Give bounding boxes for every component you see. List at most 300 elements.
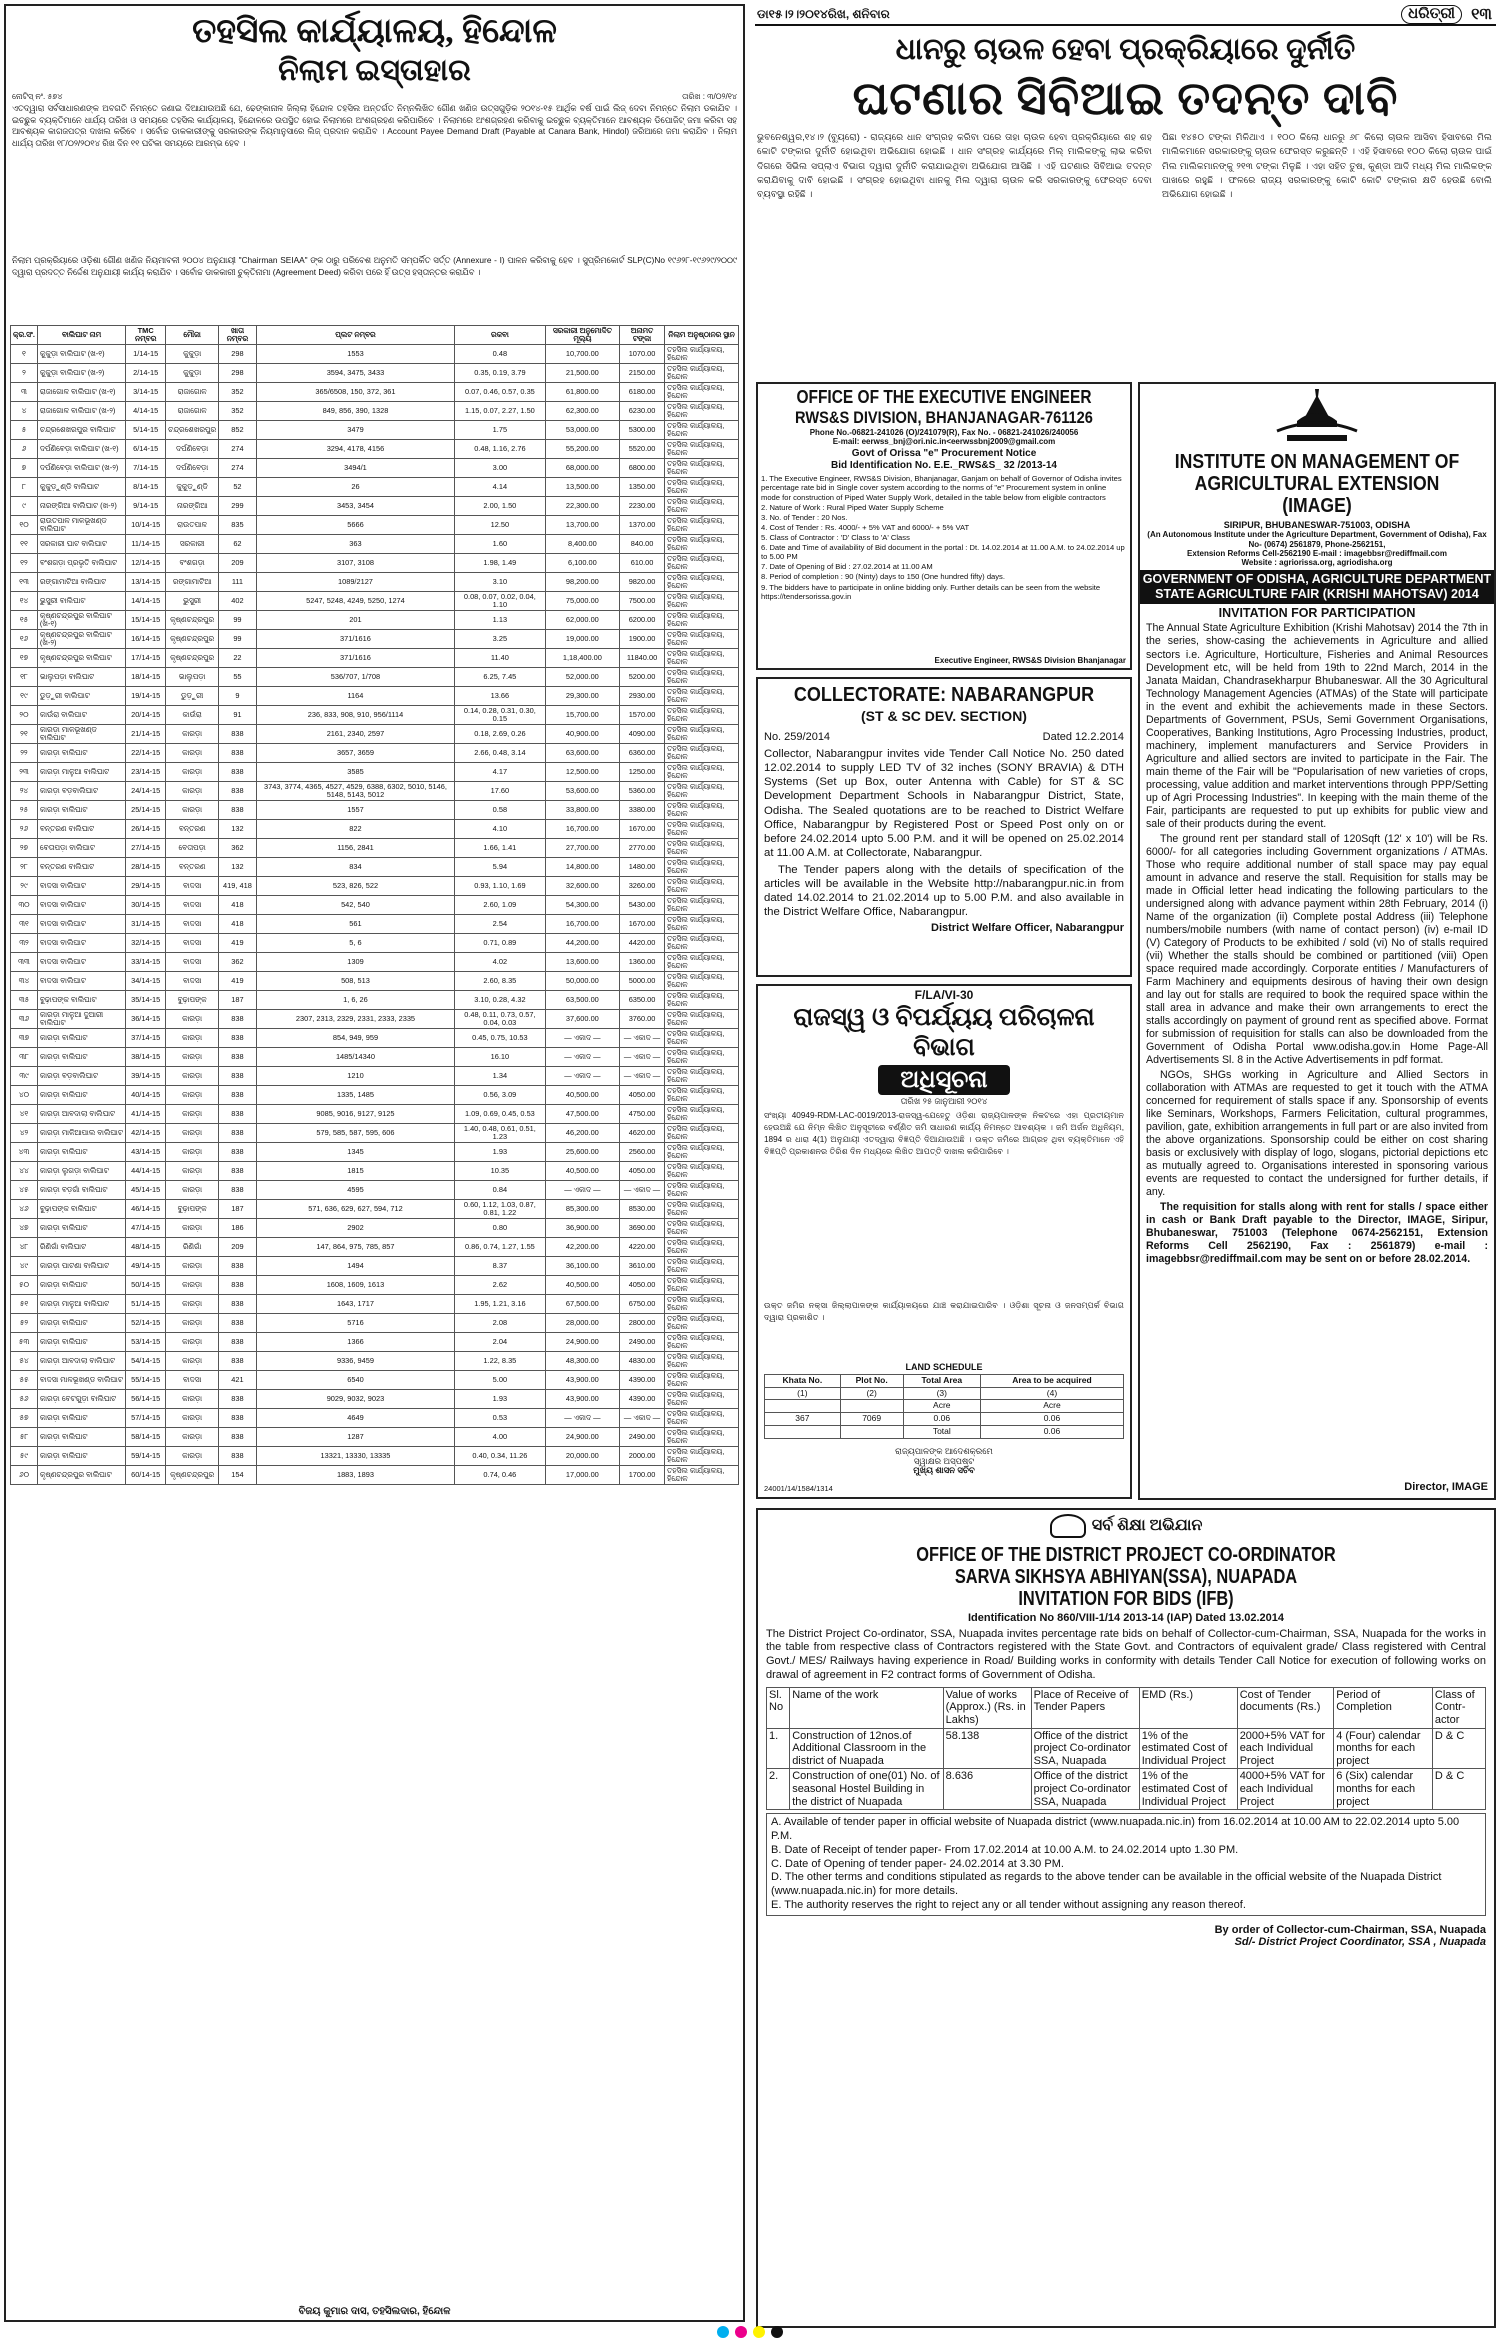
rws-item: 7. Date of Opening of Bid : 27.02.2014 at 11.00 AM (761, 562, 933, 572)
table-cell: କାରଡ଼ା (166, 1010, 219, 1029)
table-cell: 362 (219, 839, 257, 858)
table-cell: କାରଡ଼ା (166, 1409, 219, 1428)
table-cell: କାରଡ଼ା ବଡ଼ଗାଁ ବାଲିଘାଟ (37, 1181, 125, 1200)
table-cell: 47/14-15 (126, 1219, 166, 1238)
table-cell: ତହସିଲ କାର୍ଯ୍ୟାଳୟ, ହିନ୍ଦୋଳ (665, 972, 739, 991)
table-cell: 838 (219, 1086, 257, 1105)
table-cell: ରାଜାଗୋଳ (166, 402, 219, 421)
table-row (11, 725, 739, 744)
table-cell: 55 (219, 668, 257, 687)
revenue-sign-3: ମୁଖ୍ୟ ଶାସନ ସଚିବ (913, 1465, 975, 1476)
image-address: SIRIPUR, BHUBANESWAR-751003, ODISHA (1223, 520, 1411, 530)
table-cell: ତହସିଲ କାର୍ଯ୍ୟାଳୟ, ହିନ୍ଦୋଳ (665, 915, 739, 934)
table-cell: ୧୨ (11, 554, 38, 573)
table-cell: 29,300.00 (545, 687, 619, 706)
ssa-header-cell: EMD (Rs.) (1139, 1687, 1237, 1728)
land-schedule-cell: 7069 (840, 1413, 903, 1426)
table-cell: ୪୭ (11, 1219, 38, 1238)
table-cell: କାରଡ଼ା (166, 725, 219, 744)
ssa-table-row (767, 1769, 1486, 1810)
table-cell: କାରଡ଼ା ବାଲିଘାଟ (37, 1029, 125, 1048)
table-cell: 9029, 9032, 9023 (256, 1390, 454, 1409)
table-cell: ତହସିଲ କାର୍ଯ୍ୟାଳୟ, ହିନ୍ଦୋଳ (665, 1352, 739, 1371)
sand-ghat-table (10, 325, 739, 1485)
table-cell: 209 (219, 554, 257, 573)
table-cell: ୪୯ (11, 1257, 38, 1276)
table-cell: 4.00 (455, 1428, 546, 1447)
table-cell: ୩୮ (11, 1048, 38, 1067)
table-cell: 1156, 2841 (256, 839, 454, 858)
land-schedule-header-cell: Total Area (903, 1374, 980, 1387)
table-cell: ତହସିଲ କାର୍ଯ୍ୟାଳୟ, ହିନ୍ଦୋଳ (665, 1029, 739, 1048)
table-cell: ୨ (11, 364, 38, 383)
table-cell: 1.95, 1.21, 3.16 (455, 1295, 546, 1314)
table-cell: ବୁଢ଼ାପଙ୍କ (166, 1200, 219, 1219)
table-cell: କାରଡ଼ା (166, 1333, 219, 1352)
table-cell: ତହସିଲ କାର୍ଯ୍ୟାଳୟ, ହିନ୍ଦୋଳ (665, 573, 739, 592)
table-cell: 4390.00 (620, 1390, 665, 1409)
table-cell: ୭ (11, 459, 38, 478)
table-cell: 28/14-15 (126, 858, 166, 877)
ssa-table-cell: 2000+5% VAT for each Individual Project (1237, 1728, 1334, 1769)
ssa-notes (766, 1813, 1486, 1915)
table-cell: ତହସିଲ କାର୍ଯ୍ୟାଳୟ, ହିନ୍ଦୋଳ (665, 364, 739, 383)
table-cell: 20,000.00 (545, 1447, 619, 1466)
land-schedule-cell (765, 1425, 841, 1438)
reg-dot-black (771, 2326, 783, 2338)
ssa-table-cell: Construction of one(01) No. of seasonal Hostel Building in the district of Nuapada (790, 1769, 943, 1810)
table-cell: 0.80 (455, 1219, 546, 1238)
table-cell: 34/14-15 (126, 972, 166, 991)
table-row (11, 1029, 739, 1048)
table-cell: କୁକୁଡ଼ା ବାଲିଘାଟ (ଖ-୨) (37, 364, 125, 383)
table-cell: କାଉଁରା ବାଲିଘାଟ (37, 706, 125, 725)
table-cell: 16,700.00 (545, 915, 619, 934)
table-cell: 3479 (256, 421, 454, 440)
table-cell: 2.66, 0.48, 3.14 (455, 744, 546, 763)
table-cell: କାରଡ଼ା (166, 744, 219, 763)
table-cell: କାରଡ଼ା ଆବଦାଲା ବାଲିଘାଟ (37, 1352, 125, 1371)
table-cell: ୨୧ (11, 725, 38, 744)
table-cell: 9336, 9459 (256, 1352, 454, 1371)
table-cell: 43/14-15 (126, 1143, 166, 1162)
table-row (11, 478, 739, 497)
table-cell: 365/6508, 150, 372, 361 (256, 383, 454, 402)
table-cell: 0.93, 1.10, 1.69 (455, 877, 546, 896)
table-cell: 3260.00 (620, 877, 665, 896)
table-cell: ତହସିଲ କାର୍ଯ୍ୟାଳୟ, ହିନ୍ଦୋଳ (665, 1238, 739, 1257)
table-cell: — ଏକାଦ — (545, 1029, 619, 1048)
rws-items (761, 474, 1127, 600)
table-cell: କାରଡ଼ା ବଡ଼ବାଲିଘାଟ (37, 782, 125, 801)
table-cell: 838 (219, 1447, 257, 1466)
table-cell: କାରଡ଼ା (166, 1257, 219, 1276)
table-cell: 1608, 1609, 1613 (256, 1276, 454, 1295)
table-cell: କାରଡ଼ା ବାଲିଘାଟ (37, 1086, 125, 1105)
land-schedule-row (765, 1413, 1124, 1426)
land-schedule-header (765, 1374, 1124, 1387)
table-cell: 67,500.00 (545, 1295, 619, 1314)
table-cell: 1.13 (455, 611, 546, 630)
table-cell: 45/14-15 (126, 1181, 166, 1200)
table-cell: 56/14-15 (126, 1390, 166, 1409)
table-cell: 0.18, 2.69, 0.26 (455, 725, 546, 744)
table-cell: 6540 (256, 1371, 454, 1390)
reg-dot-yellow (753, 2326, 765, 2338)
table-cell: ୩୪ (11, 972, 38, 991)
table-cell: କାରଡ଼ା (166, 763, 219, 782)
revenue-body-2: ଉକ୍ତ ଜମିର ନକ୍ସା ଜିଲ୍ଲାପାଳଙ୍କ କାର୍ଯ୍ୟାଳୟରେ ଯାଞ୍ଚ କରାଯାଇପାରିବ । ଓଡ଼ିଶା ସୂଚନା ଓ ଜନସମ୍ପର୍କ ବିଭାଗ ଦ୍ୱାରା ପ୍ରକାଶିତ । (764, 1300, 1124, 1322)
table-cell: 10.35 (455, 1162, 546, 1181)
table-cell: 2800.00 (620, 1314, 665, 1333)
rws-item: 4. Cost of Tender : Rs. 4000/- + 5% VAT and 6000/- + 5% VAT (761, 522, 970, 532)
table-cell: — ଏକାଦ — (620, 1181, 665, 1200)
table-cell: 1370.00 (620, 516, 665, 535)
table-row (11, 1105, 739, 1124)
table-row (11, 1181, 739, 1200)
table-cell: 99 (219, 611, 257, 630)
table-cell: 838 (219, 1333, 257, 1352)
table-cell: ବାଦସା (166, 934, 219, 953)
table-cell: 25,600.00 (545, 1143, 619, 1162)
table-cell: ୪୫ (11, 1181, 38, 1200)
table-cell: କାରଡ଼ା ମାଳୁଆ ବାଲିଘାଟ (37, 763, 125, 782)
table-cell: 838 (219, 1409, 257, 1428)
table-cell: 32,600.00 (545, 877, 619, 896)
table-cell: 55/14-15 (126, 1371, 166, 1390)
rws-item: 6. Date and Time of availability of Bid document in the portal : Dt. 14.02.2014 at 11.00 A.M. to 24.02.2014 up to 5.00 PM (761, 543, 1125, 562)
table-cell: ଭାଲୁପଡ଼ା (166, 668, 219, 687)
table-cell: ତହସିଲ କାର୍ଯ୍ୟାଳୟ, ହିନ୍ଦୋଳ (665, 725, 739, 744)
table-cell: ତହସିଲ କାର୍ଯ୍ୟାଳୟ, ହିନ୍ଦୋଳ (665, 1371, 739, 1390)
image-fair: STATE AGRICULTURE FAIR (KRISHI MAHOTSAV) 2014 (1155, 587, 1479, 602)
table-cell: 838 (219, 1105, 257, 1124)
table-cell: 371/1616 (256, 630, 454, 649)
table-cell: 14/14-15 (126, 592, 166, 611)
ssa-table-cell: Office of the district project Co-ordinator SSA, Nuapada (1031, 1728, 1139, 1769)
table-cell: 20/14-15 (126, 706, 166, 725)
table-cell: 3494/1 (256, 459, 454, 478)
table-cell: ସରକାରୀ ଘାଟ ବାଲିଘାଟ (37, 535, 125, 554)
table-cell: 0.58 (455, 801, 546, 820)
table-cell: — ଏକାଦ — (620, 1409, 665, 1428)
table-cell: 4050.00 (620, 1276, 665, 1295)
table-cell: 13.66 (455, 687, 546, 706)
table-cell: ଚନ୍ଦ୍ରଶେଖରପୁର ବାଲିଘାଟ (37, 421, 125, 440)
table-cell: 50/14-15 (126, 1276, 166, 1295)
table-cell: 22/14-15 (126, 744, 166, 763)
table-cell: 274 (219, 440, 257, 459)
table-cell: ୩୯ (11, 1067, 38, 1086)
table-cell: ତହସିଲ କାର୍ଯ୍ୟାଳୟ, ହିନ୍ଦୋଳ (665, 402, 739, 421)
notice-meta (6, 90, 743, 103)
table-cell: କାରଡ଼ା ମାଳିଆପାଲ ବାଲିଘାଟ (37, 1124, 125, 1143)
table-row (11, 744, 739, 763)
table-cell: କାରଡ଼ା ବାଲିଘାଟ (37, 1333, 125, 1352)
table-cell: ତହସିଲ କାର୍ଯ୍ୟାଳୟ, ହିନ୍ଦୋଳ (665, 934, 739, 953)
table-cell: 40,900.00 (545, 725, 619, 744)
table-cell: ତହସିଲ କାର୍ଯ୍ୟାଳୟ, ହିନ୍ଦୋଳ (665, 630, 739, 649)
table-cell: ୬୦ (11, 1466, 38, 1485)
table-cell: ତହସିଲ କାର୍ଯ୍ୟାଳୟ, ହିନ୍ଦୋଳ (665, 592, 739, 611)
table-cell: ରାଜାଗୋଳ ବାଲିଘାଟ (ଖ-୨) (37, 402, 125, 421)
table-cell: କୃଷ୍ଣଚନ୍ଦ୍ରପୁର (166, 611, 219, 630)
land-schedule-cell: 0.06 (980, 1425, 1123, 1438)
land-schedule-number-cell: (2) (840, 1387, 903, 1400)
table-cell: 53,000.00 (545, 421, 619, 440)
table-cell: ୫୩ (11, 1333, 38, 1352)
revenue-notification (756, 984, 1132, 1499)
table-cell: 98,200.00 (545, 573, 619, 592)
table-cell: 22,300.00 (545, 497, 619, 516)
land-schedule-cell: Total (903, 1425, 980, 1438)
image-signature: Director, IMAGE (1404, 1481, 1488, 1494)
rws-item: 2. Nature of Work : Rural Piped Water Supply Scheme (761, 502, 944, 512)
table-cell: କାରଡ଼ା (166, 1105, 219, 1124)
table-cell: 1250.00 (620, 763, 665, 782)
table-cell: 2230.00 (620, 497, 665, 516)
table-cell: 21/14-15 (126, 725, 166, 744)
ssa-header-cell: Cost of Tender documents (Rs.) (1237, 1687, 1334, 1728)
table-cell: ୧୩ (11, 573, 38, 592)
column-header: ନିଲାମ ଅନୁଷ୍ଠାନର ସ୍ଥାନ (665, 326, 739, 345)
table-cell: 33/14-15 (126, 953, 166, 972)
table-row (11, 1466, 739, 1485)
table-cell: 838 (219, 1314, 257, 1333)
table-cell: 838 (219, 744, 257, 763)
table-cell: ବାଦସା ବାଲିଘାଟ (37, 896, 125, 915)
table-cell: 10/14-15 (126, 516, 166, 535)
table-cell: 1815 (256, 1162, 454, 1181)
table-cell: 3743, 3774, 4365, 4527, 4529, 6388, 6302, 5010, 5146, 5148, 5143, 5012 (256, 782, 454, 801)
image-extension: Extension Reforms Cell-2562190 E-mail : imagebbsr@rediffmail.com (1187, 548, 1447, 558)
table-cell: ତହସିଲ କାର୍ଯ୍ୟାଳୟ, ହିନ୍ଦୋଳ (665, 1143, 739, 1162)
table-row (11, 1257, 739, 1276)
column-header: ଅନାମତ ଟଙ୍କା (620, 326, 665, 345)
table-cell: ଡୁଡ଼ୁରୀ ବାଲିଘାଟ (37, 687, 125, 706)
table-cell: ବାଦସା (166, 972, 219, 991)
table-cell: ତହସିଲ କାର୍ଯ୍ୟାଳୟ, ହିନ୍ଦୋଳ (665, 1428, 739, 1447)
table-cell: ରାଉତପାଳ ମାଳଭୂଖଣ୍ଡ ବାଲିଘାଟ (37, 516, 125, 535)
table-cell: କାରଡ଼ା (166, 1390, 219, 1409)
ssa-header-cell: Name of the work (790, 1687, 943, 1728)
table-cell: 0.14, 0.28, 0.31, 0.30, 0.15 (455, 706, 546, 725)
rws-bid-id: Bid Identification No. E.E._RWS&S_ 32 /2013-14 (831, 459, 1057, 471)
table-cell: 19/14-15 (126, 687, 166, 706)
table-cell: 838 (219, 801, 257, 820)
revenue-body: ସଂଖ୍ୟା 40949-RDM-LAC-0019/2013-ରାଜସ୍ୱ-ଯେହେତୁ ଓଡ଼ିଶା ରାଜ୍ୟପାଳଙ୍କ ନିକଟରେ ଏହା ପ୍ରତୀୟମାନ ହେଉଅଛି ଯେ ନିମ୍ନ ଲିଖିତ ଅନୁସୂଚୀରେ ବର୍ଣ୍ଣିତ ଜମି ସାଧାରଣ କାର୍ଯ୍ୟ ନିମନ୍ତେ ଆବଶ୍ୟକ । ଜମି ଅର୍ଜନ ଅଧିନିୟମ, 1894 ର ଧାରା 4(1) ଅନୁଯାୟୀ ଏତଦ୍ୱାରା ବିଜ୍ଞପ୍ତି ଦିଆଯାଉଅଛି । ଉକ୍ତ ଜମିରେ ଆଗ୍ରହ ଥିବା ବ୍ୟକ୍ତିମାନେ ଏହି ବିଜ୍ଞପ୍ତି ପ୍ରକାଶନର ତିରିଶ ଦିନ ମଧ୍ୟରେ ଲିଖିତ ଆପତ୍ତି ଦାଖଲ କରିପାରିବେ । (764, 1110, 1124, 1157)
table-cell: କାରଡ଼ା ବେଟଗୁଡ଼ା ବାଲିଘାଟ (37, 1390, 125, 1409)
table-cell: କୃଷ୍ଣଚନ୍ଦ୍ରପୁର ବାଲିଘାଟ (37, 649, 125, 668)
table-cell: କୁକୁଡ଼ା (166, 345, 219, 364)
land-schedule-unit-cell (765, 1400, 841, 1413)
table-cell: ଦର୍ପଣିବେଡ଼ା (166, 459, 219, 478)
table-row (11, 687, 739, 706)
table-cell: 3594, 3475, 3433 (256, 364, 454, 383)
table-cell: ବେତାପଡ଼ା (166, 839, 219, 858)
table-cell: 2490.00 (620, 1428, 665, 1447)
table-cell: 298 (219, 345, 257, 364)
table-cell: 352 (219, 402, 257, 421)
ssa-table-row (767, 1728, 1486, 1769)
table-cell: କାରଡ଼ା ବାଲିଘାଟ (37, 801, 125, 820)
ssa-table-cell: 1% of the estimated Cost of Individual Project (1139, 1728, 1237, 1769)
table-cell: 0.48, 0.11, 0.73, 0.57, 0.04, 0.03 (455, 1010, 546, 1029)
table-cell: 1.60 (455, 535, 546, 554)
table-cell: କାରଡ଼ା ବାଲିଘାଟ (37, 1276, 125, 1295)
collectorate-signature: District Welfare Officer, Nabarangpur (931, 921, 1124, 934)
table-cell: 3657, 3659 (256, 744, 454, 763)
table-cell: କାରଡ଼ା ବାଲିଘାଟ (37, 1143, 125, 1162)
table-cell: 4.17 (455, 763, 546, 782)
rws-email: E-mail: eerwss_bnj@ori.nic.in<eerwssbnj2009@gmail.com (832, 437, 1056, 447)
land-schedule-numbers (765, 1387, 1124, 1400)
ssa-table-cell: D & C (1432, 1769, 1485, 1810)
table-row (11, 858, 739, 877)
table-cell: 834 (256, 858, 454, 877)
rws-item: 8. Period of completion : 90 (Ninty) days to 150 (One hundred fifty) days. (761, 572, 1005, 582)
revenue-code: F/LA/VI-30 (914, 988, 974, 1002)
table-cell: ୩୭ (11, 1029, 38, 1048)
table-cell: 1/14-15 (126, 345, 166, 364)
table-cell: 42,200.00 (545, 1238, 619, 1257)
table-cell: କାରଡ଼ା (166, 1219, 219, 1238)
table-cell: ବୁଢ଼ାପଙ୍କ ବାଲିଘାଟ (37, 1200, 125, 1219)
table-cell: ୫୯ (11, 1447, 38, 1466)
table-cell: ୩୧ (11, 915, 38, 934)
table-cell: 0.74, 0.46 (455, 1466, 546, 1485)
table-cell: ରାଜାଗୋଳ ବାଲିଘାଟ (ଖ-୧) (37, 383, 125, 402)
table-cell: 5200.00 (620, 668, 665, 687)
table-row (11, 877, 739, 896)
table-row (11, 1314, 739, 1333)
table-cell: 419 (219, 934, 257, 953)
table-row (11, 402, 739, 421)
table-cell: 854, 949, 959 (256, 1029, 454, 1048)
table-row (11, 1409, 739, 1428)
table-cell: 838 (219, 1162, 257, 1181)
table-cell: 0.56, 3.09 (455, 1086, 546, 1105)
table-cell: 1.93 (455, 1143, 546, 1162)
column-header: କ୍ର.ସଂ. (11, 326, 38, 345)
table-cell: 2.60, 8.35 (455, 972, 546, 991)
table-cell: କାରଡ଼ା (166, 1428, 219, 1447)
table-cell: ବାଦସା ବାଲିଘାଟ (37, 972, 125, 991)
table-cell: 46,200.00 (545, 1124, 619, 1143)
table-cell: 37/14-15 (126, 1029, 166, 1048)
table-cell: 1345 (256, 1143, 454, 1162)
image-para-1: The Annual State Agriculture Exhibition (Krishi Mahotsav) 2014 the 7th in the series, show-casing the achievements in Agriculture and allied sectors i.e. Agriculture, Horticulture, Fisheries and Animal Resources Development etc, will be held from 19th to 22nd March, 2014 in the Janata Maidan, Chandrasekharpur Bhubaneswar. All the 30 Agricultural Technology Management Agencies (ATMAs) of the State will participate in the event and exhibit the achievements made in these Sectors. Departments of Government, PSUs, Semi Government Organisations, Cooperatives, Banking Institutions, Agro Processing Industries, product, machinery, implement manufacturers and Service Providers in Agriculture and allied sectors are invited to participate in the Fair. The main theme of the Fair will be "Popularisation of new varieties of crops, processing, value addition and market interventions through PPP/Setting up of Agri Processing Industries". In keeping with the main theme of the Fair, participants are requested to put up exhibits for public view and sale of their products during the event. (1146, 622, 1488, 830)
notice-body: ଏତଦ୍ୱାରା ସର୍ବସାଧାରଣଙ୍କ ଅବଗତି ନିମନ୍ତେ ଜଣାଇ ଦିଆଯାଉଅଛି ଯେ, ଢେଙ୍କାନାଳ ଜିଲ୍ଲା ହିନ୍ଦୋଳ ତହସିଲ ଅନ୍ତର୍ଗତ ନିମ୍ନଲିଖିତ ଗୌଣ ଖଣିଜ ଉତ୍ସଗୁଡ଼ିକ ୨୦୧୪-୧୫ ଆର୍ଥିକ ବର୍ଷ ପାଇଁ ଲିଜ୍ ଦେବା ନିମନ୍ତେ ନିଲାମ ଡକାଯିବ । ଇଚ୍ଛୁକ ବ୍ୟକ୍ତିମାନେ ଧାର୍ଯ୍ୟ ତାରିଖ ଓ ସମୟରେ ତହସିଲ କାର୍ଯ୍ୟାଳୟ, ହିନ୍ଦୋଳରେ ଉପସ୍ଥିତ ହୋଇ ନିଲାମରେ ଅଂଶଗ୍ରହଣ କରିପାରିବେ । ନିଲାମରେ ଅଂଶଗ୍ରହଣ କରିବାକୁ ଇଚ୍ଛୁକ ବ୍ୟକ୍ତିମାନେ ଆବଶ୍ୟକ ଡିପୋଜିଟ୍ ଜମା କରିବା ସହ ଆବଶ୍ୟକ କାଗଜପତ୍ର ଦାଖଲ କରିବେ । ସର୍ବୋଚ୍ଚ ଡାକକାରୀଙ୍କୁ ସରକାରଙ୍କ ନିୟମାନୁସାରେ ଲିଜ୍ ପ୍ରଦାନ କରାଯିବ । Account Payee Demand Draft (Payable at Canara Bank, Hindol) ଜରିଆରେ ଜମା କରାଯିବ । ନିଲାମ ଧାର୍ଯ୍ୟ ତାରିଖ ୧୮/୦୨/୨୦୧୪ ରିଖ ଦିନ ୧୧ ଘଟିକା ସମୟରେ ଆରମ୍ଭ ହେବ । (12, 103, 737, 149)
table-cell: 838 (219, 1295, 257, 1314)
table-cell: 209 (219, 1238, 257, 1257)
table-cell: ୪୬ (11, 1200, 38, 1219)
table-cell: 1210 (256, 1067, 454, 1086)
print-registration-bar (0, 2326, 1500, 2339)
table-cell: 187 (219, 1200, 257, 1219)
collectorate-body: Collector, Nabarangpur invites vide Tender Call Notice No. 250 dated 12.02.2014 to supply LED TV of 32 inches (SONY BRAVIA) & DTH Systems (Set up Box, outer Antenna with Cable) for ST & SC Development Department Schools in Nabarangpur District, State, Odisha. The Sealed quotations are to be reached to District Welfare Office, Nabarangpur by Registered Post or Speed Post only on or before 24.02.2014 upto 5.00 P.M. and it will be opened on 25.02.2014 at 11.00 A.M. at Collectorate, Nabarangpur. (764, 747, 1124, 860)
table-cell: 418 (219, 915, 257, 934)
table-cell: ତହସିଲ କାର୍ଯ୍ୟାଳୟ, ହିନ୍ଦୋଳ (665, 421, 739, 440)
ssa-note: B. Date of Receipt of tender paper- From 17.02.2014 at 10.00 A.M. to 24.02.2014 upto 1.30 PM. (771, 1843, 1239, 1856)
table-cell: ତହସିଲ କାର୍ଯ୍ୟାଳୟ, ହିନ୍ଦୋଳ (665, 1200, 739, 1219)
table-cell: 4050.00 (620, 1162, 665, 1181)
table-cell: 6800.00 (620, 459, 665, 478)
table-cell: ଭୁସୁରୀ ବାଲିଘାଟ (37, 592, 125, 611)
table-cell: ୫ (11, 421, 38, 440)
table-cell: ବଂଶଗଡ଼ା (166, 554, 219, 573)
table-cell: ସରକାରୀ (166, 535, 219, 554)
table-cell: 6,100.00 (545, 554, 619, 573)
land-schedule-cell: 367 (765, 1413, 841, 1426)
table-cell: 236, 833, 908, 910, 956/1114 (256, 706, 454, 725)
table-cell: ବାଦସା (166, 1371, 219, 1390)
table-cell: 3760.00 (620, 1010, 665, 1029)
table-cell: ୪୮ (11, 1238, 38, 1257)
table-cell: 2307, 2313, 2329, 2331, 2333, 2335 (256, 1010, 454, 1029)
table-row (11, 1447, 739, 1466)
image-title: INSTITUTE ON MANAGEMENT OF AGRICULTURAL EXTENSION (IMAGE) (1174, 451, 1460, 517)
table-cell: 5247, 5248, 4249, 5250, 1274 (256, 592, 454, 611)
table-cell: 63,500.00 (545, 991, 619, 1010)
table-row (11, 535, 739, 554)
table-cell: ତହସିଲ କାର୍ଯ୍ୟାଳୟ, ହିନ୍ଦୋଳ (665, 1048, 739, 1067)
table-cell: ତହସିଲ କାର୍ଯ୍ୟାଳୟ, ହିନ୍ଦୋଳ (665, 611, 739, 630)
table-row (11, 364, 739, 383)
land-schedule-header-cell: Area to be acquired (980, 1374, 1123, 1387)
table-cell: ତହସିଲ କାର୍ଯ୍ୟାଳୟ, ହିନ୍ଦୋଳ (665, 440, 739, 459)
ssa-table-header (767, 1687, 1486, 1728)
table-cell: ତହସିଲ କାର୍ଯ୍ୟାଳୟ, ହିନ୍ଦୋଳ (665, 459, 739, 478)
column-header: ବାଲିଘାଟ ନାମ (37, 326, 125, 345)
table-cell: 838 (219, 1048, 257, 1067)
dateline: ଡା୧୫।୨।୨୦୧୪ରିଖ, ଶନିବାର (757, 7, 890, 21)
table-cell: ତହସିଲ କାର୍ଯ୍ୟାଳୟ, ହିନ୍ଦୋଳ (665, 1162, 739, 1181)
table-cell: 1.22, 8.35 (455, 1352, 546, 1371)
table-cell: 0.07, 0.46, 0.57, 0.35 (455, 383, 546, 402)
revenue-banner: ଅଧିସୂଚନା (878, 1065, 1009, 1095)
table-cell: 51/14-15 (126, 1295, 166, 1314)
collectorate-body-2: The Tender papers along with the details of specification of the articles will be available in the Website http://nabarangpur.nic.in from dated 14.02.2014 to 21.02.2014 up to 5.00 P.M. and also available in the District Welfare Office, Nabarangpur. (764, 863, 1124, 919)
ssa-header-cell: Sl. No (767, 1687, 790, 1728)
table-cell: 3294, 4178, 4156 (256, 440, 454, 459)
table-cell: 1.34 (455, 1067, 546, 1086)
table-cell: 25/14-15 (126, 801, 166, 820)
table-cell: 85,300.00 (545, 1200, 619, 1219)
news-column-1: ଭୁବନେଶ୍ୱର,୧୪।୨ (ବ୍ୟୁରୋ) - ରାଜ୍ୟରେ ଧାନ ସଂଗ୍ରହ କରିବା ପରେ ତାହା ଚାଉଳ ହେବା ପ୍ରକ୍ରିୟାରେ ଶହ ଶହ କୋଟି ଟଙ୍କାର ଦୁର୍ନୀତି ହୋଇଥିବା ଅଭିଯୋଗ ହୋଇଛି । ଧାନ ସଂଗ୍ରହ କାର୍ଯ୍ୟରେ ମିଲ୍ ମାଲିକଙ୍କୁ ଲାଭ କରିବା ଦିଗରେ ସିଭିଲ ସପ୍ଲାଏ ବିଭାଗ ଦ୍ୱାରା ଦୁର୍ନୀତି କରାଯାଇଥିବା ଅଭିଯୋଗ ଆସିଛି । ଏହି ଘଟଣାର ସିବିଆଇ ତଦନ୍ତ କରାଯିବାକୁ ଦାବି ହୋଇଛି । ସଂଗ୍ରହ ହୋଇଥିବା ଧାନକୁ ମିଲ ଦ୍ୱାରା ଚାଉଳ କରି ସରକାରଙ୍କୁ ଫେରସ୍ତ ଦେବା ବ୍ୟବସ୍ଥା ରହିଛି । (757, 132, 1152, 199)
table-cell: 523, 826, 522 (256, 877, 454, 896)
table-cell: ଦର୍ପଣିବେଡ଼ା ବାଲିଘାଟ (ଖ-୧) (37, 440, 125, 459)
table-cell: 6200.00 (620, 611, 665, 630)
table-cell: 31/14-15 (126, 915, 166, 934)
table-cell: 1553 (256, 345, 454, 364)
table-cell: 402 (219, 592, 257, 611)
table-cell: ୩ (11, 383, 38, 402)
table-cell: 11840.00 (620, 649, 665, 668)
table-cell: 16.10 (455, 1048, 546, 1067)
table-cell: ତହସିଲ କାର୍ଯ୍ୟାଳୟ, ହିନ୍ଦୋଳ (665, 820, 739, 839)
table-cell: ନାରଙ୍ଗିଆ (166, 497, 219, 516)
table-cell: 2.60, 1.09 (455, 896, 546, 915)
table-cell: ତହସିଲ କାର୍ଯ୍ୟାଳୟ, ହିନ୍ଦୋଳ (665, 1333, 739, 1352)
table-row (11, 1067, 739, 1086)
table-cell: 2902 (256, 1219, 454, 1238)
ssa-table-cell: 2. (767, 1769, 790, 1810)
table-cell: ୨୬ (11, 820, 38, 839)
table-cell: 3.25 (455, 630, 546, 649)
ssa-table-cell: Construction of 12nos.of Additional Classroom in the district of Nuapada (790, 1728, 943, 1769)
table-cell: 40,500.00 (545, 1276, 619, 1295)
